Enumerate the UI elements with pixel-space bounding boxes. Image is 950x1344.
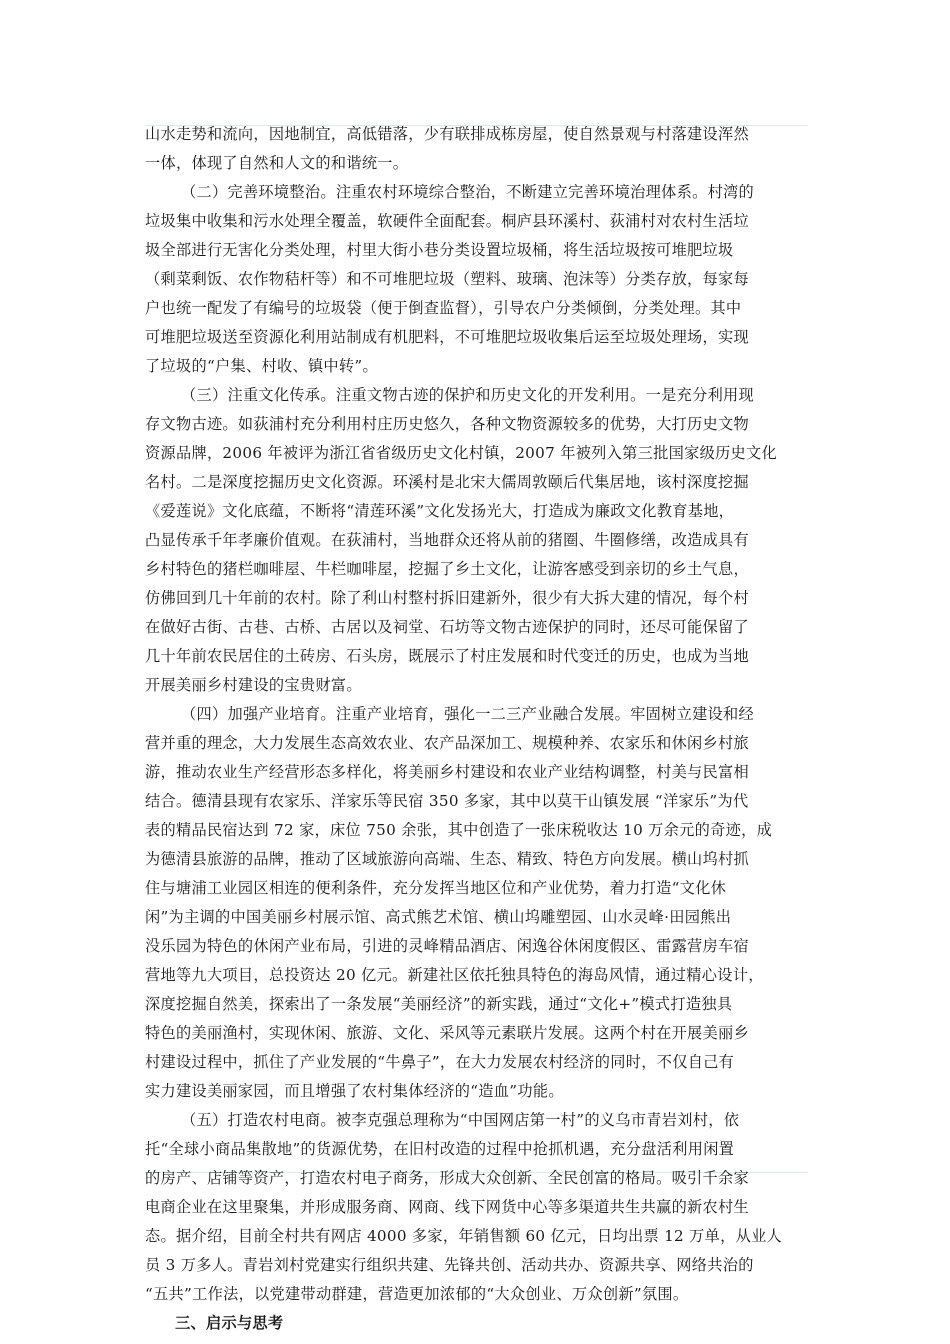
paragraph-line: 营并重的理念，大力发展生态高效农业、农产品深加工、规模种养、农家乐和休闲乡村旅 (145, 734, 750, 752)
paragraph-line: 电商企业在这里聚集，并形成服务商、网商、线下网货中心等多渠道共生共赢的新农村生 (145, 1198, 750, 1216)
paragraph-line: 在做好古街、古巷、古桥、古居以及祠堂、石坊等文物古迹保护的同时，还尽可能保留了 (145, 618, 750, 636)
section-heading: 三、启示与思考 (175, 1314, 284, 1332)
section-5-start: （五）打造农村电商。被李克强总理称为“中国网店第一村”的义乌市青岩刘村，依 (181, 1111, 740, 1129)
paragraph-line: 态。据介绍，目前全村共有网店 4000 多家，年销售额 60 亿元，日均出票 12 万单，从业人 (145, 1227, 783, 1245)
paragraph-line: 深度挖掘自然美，探索出了一条发展“美丽经济”的新实践，通过“文化+”模式打造独具 (145, 995, 733, 1013)
paragraph-line: 托“全球小商品集散地”的货源优势，在旧村改造的过程中抢抓机遇，充分盘活利用闲置 (145, 1140, 735, 1158)
paragraph-line: 乡村特色的猪栏咖啡屋、牛栏咖啡屋，挖掘了乡土文化，让游客感受到亲切的乡土气息， (145, 560, 750, 578)
paragraph-line: 开展美丽乡村建设的宝贵财富。 (145, 676, 362, 694)
paragraph-line: 特色的美丽渔村，实现休闲、旅游、文化、采风等元素联片发展。这两个村在开展美丽乡 (145, 1024, 750, 1042)
paragraph-line: 表的精品民宿达到 72 家，床位 750 余张，其中创造了一张床税收达 10 万余元的奇迹，成 (145, 821, 773, 839)
paragraph-line: 名村。二是深度挖掘历史文化资源。环溪村是北宋大儒周敦颐后代集居地，该村深度挖掘 (145, 473, 750, 491)
paragraph-line: 可堆肥垃圾送至资源化利用站制成有机肥料，不可堆肥垃圾收集后运至垃圾处理场，实现 (145, 328, 750, 346)
paragraph-line: 户也统一配发了有编号的垃圾袋（便于倒查监督），引导农户分类倾倒，分类处理。其中 (145, 299, 742, 317)
paragraph-line: 为德清县旅游的品牌，推动了区域旅游向高端、生态、精致、特色方向发展。横山坞村抓 (145, 850, 750, 868)
paragraph-line: 村建设过程中，抓住了产业发展的“牛鼻子”，在大力发展农村经济的同时，不仅自己有 (145, 1053, 735, 1071)
paragraph-line: （剩菜剩饭、农作物秸杆等）和不可堆肥垃圾（塑料、玻璃、泡沫等）分类存放，每家每 (145, 270, 750, 288)
paragraph-line: 游，推动农业生产经营形态多样化，将美丽乡村建设和农业产业结构调整，村美与民富相 (145, 763, 750, 781)
paragraph-line: 凸显传承千年孝廉价值观。在荻浦村，当地群众还将从前的猪圈、牛圈修缮，改造成具有 (145, 531, 750, 549)
paragraph-line: 了垃圾的“户集、村收、镇中转”。 (145, 357, 378, 375)
section-2-start: （二）完善环境整治。注重农村环境综合整治，不断建立完善环境治理体系。村湾的 (181, 183, 755, 201)
paragraph-line: 员 3 万多人。青岩刘村党建实行组织共建、先锋共创、活动共办、资源共享、网络共治的 (145, 1256, 754, 1274)
paragraph-line: “五共”工作法，以党建带动群建，营造更加浓郁的“大众创业、万众创新”氛围。 (145, 1285, 689, 1303)
paragraph-line: 没乐园为特色的休闲产业布局，引进的灵峰精品酒店、闲逸谷休闲度假区、雷露营房车宿 (145, 937, 750, 955)
paragraph-line: 资源品牌，2006 年被评为浙江省省级历史文化村镇，2007 年被列入第三批国家级历史文化 (145, 444, 778, 462)
paragraph-line: 实力建设美丽家园，而且增强了农村集体经济的“造血”功能。 (145, 1082, 564, 1100)
paragraph-line: 山水走势和流向，因地制宜，高低错落，少有联排成栋房屋，使自然景观与村落建设浑然 (145, 125, 750, 143)
paragraph-line: 圾全部进行无害化分类处理，村里大街小巷分类设置垃圾桶，将生活垃圾按可堆肥垃圾 (145, 241, 734, 259)
section-3-start: （三）注重文化传承。注重文物古迹的保护和历史文化的开发利用。一是充分利用现 (181, 386, 755, 404)
paragraph-line: 仿佛回到几十年前的农村。除了利山村整村拆旧建新外，很少有大拆大建的情况，每个村 (145, 589, 750, 607)
paragraph-line: 《爱莲说》文化底蕴，不断将“清莲环溪”文化发扬光大，打造成为廉政文化教育基地， (145, 502, 735, 520)
paragraph-line: 的房产、店铺等资产，打造农村电子商务，形成大众创新、全民创富的格局。吸引千余家 (145, 1169, 750, 1187)
paragraph-line: 几十年前农民居住的土砖房、石头房，既展示了村庄发展和时代变迁的历史，也成为当地 (145, 647, 750, 665)
section-4-start: （四）加强产业培育。注重产业培育，强化一二三产业融合发展。牢固树立建设和经 (181, 705, 755, 723)
paragraph-line: 闲”为主调的中国美丽乡村展示馆、高式熊艺术馆、横山坞雕塑园、山水灵峰·田园熊出 (145, 908, 732, 926)
paragraph-line: 结合。德清县现有农家乐、洋家乐等民宿 350 多家，其中以莫干山镇发展 “洋家乐”为代 (145, 792, 749, 810)
paragraph-line: 住与塘浦工业园区相连的便利条件，充分发挥当地区位和产业优势，着力打造“文化休 (145, 879, 727, 897)
paragraph-line: 存文物古迹。如荻浦村充分利用村庄历史悠久，各种文物资源较多的优势，大打历史文物 (145, 415, 750, 433)
paragraph-line: 营地等九大项目，总投资达 20 亿元。新建社区依托独具特色的海岛风情，通过精心设计， (145, 966, 764, 984)
paragraph-line: 垃圾集中收集和污水处理全覆盖，软硬件全面配套。桐庐县环溪村、荻浦村对农村生活垃 (145, 212, 750, 230)
paragraph-line: 一体，体现了自然和人文的和谐统一。 (145, 154, 409, 172)
document-body (145, 118, 813, 1336)
